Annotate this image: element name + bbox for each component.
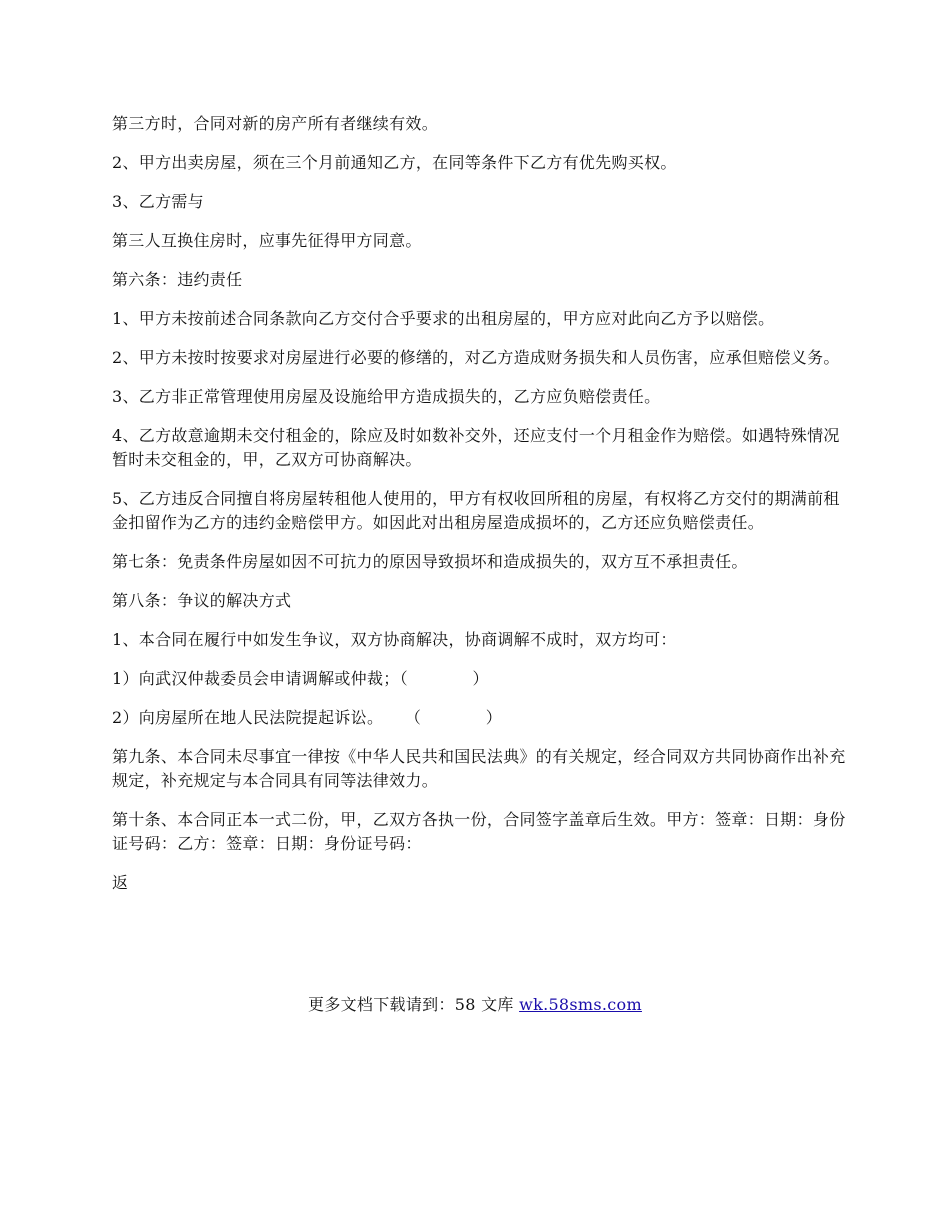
paragraph-liability-5: 5、乙方违反合同擅自将房屋转租他人使用的，甲方有权收回所租的房屋，有权将乙方交付的期满前租金扣留作为乙方的违约金赔偿甲方。如因此对出租房屋造成损坏的，乙方还应负赔偿责任。 <box>112 489 840 532</box>
paragraph-liability-3: 3、乙方非正常管理使用房屋及设施给甲方造成损失的，乙方应负赔偿责任。 <box>112 387 661 406</box>
footer-download-link[interactable]: wk.58sms.com <box>519 995 642 1014</box>
footer-text: 更多文档下载请到：58 文库 <box>308 995 520 1014</box>
paragraph-liability-2: 2、甲方未按时按要求对房屋进行必要的修缮的，对乙方造成财务损失和人员伤害，应承但赔偿义务。 <box>112 348 840 367</box>
section-article-10: 第十条、本合同正本一式二份，甲，乙双方各执一份，合同签字盖章后生效。甲方：签章：日期：身份证号码：乙方：签章：日期：身份证号码： <box>112 810 846 853</box>
document-body <box>112 112 852 910</box>
paragraph-liability-4: 4、乙方故意逾期未交付租金的，除应及时如数补交外，还应支付一个月租金作为赔偿。如遇特殊情况暂时未交租金的，甲，乙双方可协商解决。 <box>112 426 840 469</box>
paragraph-sale-notice: 2、甲方出卖房屋，须在三个月前通知乙方，在同等条件下乙方有优先购买权。 <box>112 153 677 172</box>
paragraph-swap-start: 3、乙方需与 <box>112 192 204 211</box>
paragraph-dispute-arbitration: 1）向武汉仲裁委员会申请调解或仲裁；（ ） <box>112 669 489 688</box>
paragraph-dispute-court: 2）向房屋所在地人民法院提起诉讼。 （ ） <box>112 708 503 727</box>
paragraph-liability-1: 1、甲方未按前述合同条款向乙方交付合乎要求的出租房屋的，甲方应对此向乙方予以赔偿。 <box>112 309 775 328</box>
section-article-7: 第七条：免责条件房屋如因不可抗力的原因导致损坏和造成损失的，双方互不承担责任。 <box>112 552 748 571</box>
paragraph-return: 返 <box>112 873 129 892</box>
paragraph-dispute-1: 1、本合同在履行中如发生争议，双方协商解决，协商调解不成时，双方均可： <box>112 630 677 649</box>
paragraph-ownership-transfer: 第三方时，合同对新的房产所有者继续有效。 <box>112 114 439 133</box>
section-article-9: 第九条、本合同未尽事宜一律按《中华人民共和国民法典》的有关规定，经合同双方共同协商作出补充规定，补充规定与本合同具有同等法律效力。 <box>112 747 846 790</box>
section-heading-liability: 第六条：违约责任 <box>112 270 243 289</box>
paragraph-swap-consent: 第三人互换住房时，应事先征得甲方同意。 <box>112 231 422 250</box>
footer <box>0 993 950 1017</box>
section-heading-dispute: 第八条：争议的解决方式 <box>112 591 292 610</box>
